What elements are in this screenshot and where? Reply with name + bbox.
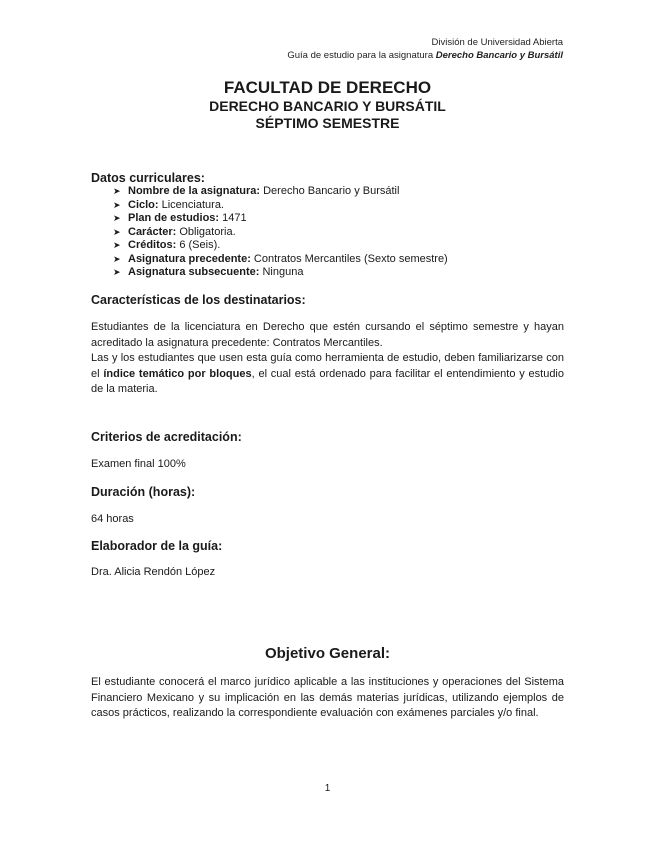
faculty-title: FACULTAD DE DERECHO <box>223 78 432 97</box>
datos-item <box>113 239 448 253</box>
header-guide-subject: Derecho Bancario y Bursátil <box>435 50 563 61</box>
datos-item-value: Derecho Bancario y Bursátil <box>260 185 400 197</box>
criterios-value: Examen final 100% <box>91 458 186 470</box>
datos-item-label: Créditos: <box>128 239 177 251</box>
datos-item-value: Obligatoria. <box>176 225 236 238</box>
arrow-bullet-icon: ➤ <box>113 226 121 237</box>
criterios-heading: Criterios de acreditación: <box>91 430 242 444</box>
datos-item <box>113 266 448 280</box>
datos-item-value: 6 (Seis). <box>176 239 221 251</box>
duracion-heading: Duración (horas): <box>91 485 196 499</box>
header-division: División de Universidad Abierta <box>431 37 563 48</box>
datos-item-value: Ninguna <box>259 266 304 278</box>
datos-item-label: Plan de estudios: <box>128 212 220 224</box>
destinatarios-paragraph <box>91 320 564 398</box>
destinatarios-heading: Características de los destinatarios: <box>91 293 306 307</box>
objetivo-paragraph: El estudiante conocerá el marco jurídico aplicable a las instituciones y operaciones del Sistema Financiero Mexicano y su implicación en las demás materias jurídicas, utilizando ejemplos de casos prácticos, realizando la correspondiente evaluación con exámenes parciales y/o final. <box>91 676 564 719</box>
destinatarios-p2-bold: índice temático por bloques <box>103 367 252 380</box>
arrow-bullet-icon: ➤ <box>113 240 121 250</box>
arrow-bullet-icon: ➤ <box>113 199 121 210</box>
destinatarios-p2-b: , el cual está ordenado para facilitar el entendimiento y estudio de la materia. <box>91 367 564 395</box>
datos-item-label: Asignatura precedente: <box>128 252 251 265</box>
subject-title: DERECHO BANCARIO Y BURSÁTIL <box>209 98 446 114</box>
datos-list <box>113 185 448 280</box>
datos-item <box>113 226 448 240</box>
datos-item-label: Ciclo: <box>128 198 159 211</box>
arrow-bullet-icon: ➤ <box>113 253 121 264</box>
duracion-value: 64 horas <box>91 513 134 525</box>
arrow-bullet-icon: ➤ <box>113 213 121 223</box>
elaborador-heading: Elaborador de la guía: <box>91 539 223 553</box>
objetivo-heading: Objetivo General: <box>264 645 391 662</box>
elaborador-value: Dra. Alicia Rendón López <box>91 566 216 578</box>
semester-title: SÉPTIMO SEMESTRE <box>255 115 400 131</box>
datos-item-label: Asignatura subsecuente: <box>128 266 260 278</box>
datos-item-label: Carácter: <box>128 225 177 238</box>
header-guide <box>287 49 563 62</box>
datos-heading: Datos curriculares: <box>91 171 205 185</box>
page-number: 1 <box>324 783 331 794</box>
page-header <box>287 36 563 62</box>
arrow-bullet-icon: ➤ <box>113 186 121 196</box>
datos-item-value: 1471 <box>219 212 247 224</box>
datos-item <box>113 212 448 226</box>
datos-item-value: Contratos Mercantiles (Sexto semestre) <box>250 252 448 265</box>
datos-item-value: Licenciatura. <box>158 198 224 211</box>
destinatarios-p2-a: Las y los estudiantes que usen esta guía como herramienta de estudio, deben familiarizarse con el <box>91 352 564 380</box>
header-guide-prefix: Guía de estudio para la asignatura <box>287 50 436 61</box>
destinatarios-p1: Estudiantes de la licenciatura en Derecho que estén cursando el séptimo semestre y hayan acreditado la asignatura precedente: Contratos Mercantiles. <box>91 321 564 349</box>
datos-item-label: Nombre de la asignatura: <box>128 185 261 197</box>
document-titles <box>0 78 655 132</box>
datos-item <box>113 253 448 267</box>
arrow-bullet-icon: ➤ <box>113 267 121 277</box>
destinatarios-p2 <box>91 351 564 398</box>
datos-item <box>113 185 448 199</box>
datos-item <box>113 199 448 213</box>
